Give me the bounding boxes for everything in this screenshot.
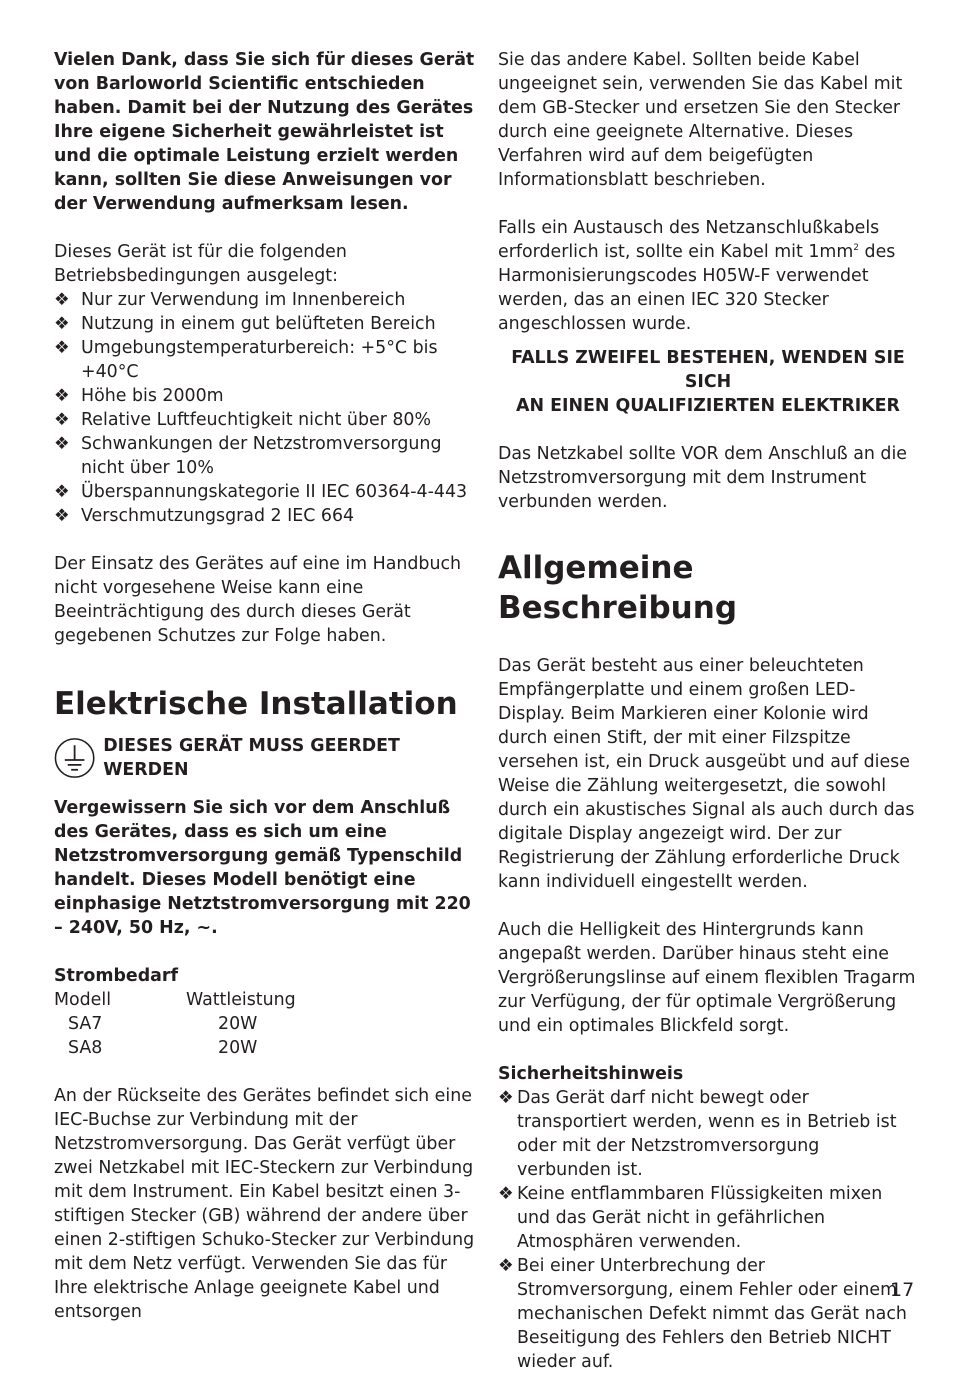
safety-list bbox=[498, 1086, 918, 1374]
heading-electrical-installation: Elektrische Installation bbox=[54, 686, 458, 722]
earth-ground-icon bbox=[54, 737, 95, 779]
condition-item bbox=[54, 384, 484, 408]
condition-item bbox=[54, 336, 484, 384]
condition-item bbox=[54, 288, 484, 312]
doubt-warning-line1: FALLS ZWEIFEL BESTEHEN, WENDEN SIE SICH bbox=[511, 348, 905, 392]
condition-item-text: Nutzung in einem gut belüfteten Bereich bbox=[81, 314, 436, 334]
safety-item bbox=[498, 1182, 918, 1254]
left-column bbox=[54, 48, 484, 1324]
doubt-warning-line2: AN EINEN QUALIFIZIERTEN ELEKTRIKER bbox=[516, 396, 900, 416]
condition-item-text: Umgebungstemperaturbereich: +5°C bis +40°C bbox=[81, 338, 438, 382]
safety-item bbox=[498, 1086, 918, 1182]
conditions-list bbox=[54, 288, 484, 528]
power-model: SA8 bbox=[68, 1038, 103, 1058]
bullet-icon: ❖ bbox=[54, 314, 70, 334]
intro-paragraph: Vielen Dank, dass Sie sich für dieses Gerät von Barloworld Scientific entschieden haben. Damit bei der Nutzung des Gerätes Ihre eigene Sicherheit gewährleistet ist und die optimale Leistung erzielt werden kann, sollten Sie diese Anweisungen vor der Verwendung aufmerksam lesen. bbox=[54, 50, 475, 214]
bullet-icon: ❖ bbox=[54, 506, 70, 526]
condition-item-text: Verschmutzungsgrad 2 IEC 664 bbox=[81, 506, 355, 526]
condition-item-text: Höhe bis 2000m bbox=[81, 386, 224, 406]
replace-cable-paragraph bbox=[498, 216, 918, 336]
condition-item-text: Relative Luftfeuchtigkeit nicht über 80% bbox=[81, 410, 432, 430]
bullet-icon: ❖ bbox=[498, 1088, 514, 1108]
right-column bbox=[498, 48, 918, 1374]
replace-superscript: 2 bbox=[853, 243, 860, 254]
bullet-icon: ❖ bbox=[54, 290, 70, 310]
general-paragraph-1: Das Gerät besteht aus einer beleuchteten Empfängerplatte und einem großen LED-Display. Beim Markieren einer Kolonie wird durch einen Stift, der mit einer Filzspitze versehen ist, ein Druck ausgeübt und auf diese Weise die Zählung weitergesetzt, die sowohl durch ein akustisches Signal als auch durch das digitale Display angezeigt wird. Der zur Registrierung der Zählung erforderliche Druck kann individuell eingestellt werden. bbox=[498, 656, 915, 892]
safety-heading: Sicherheitshinweis bbox=[498, 1064, 684, 1084]
condition-item-text: Schwankungen der Netzstromversorgung nicht über 10% bbox=[81, 434, 442, 478]
condition-item bbox=[54, 312, 484, 336]
bullet-icon: ❖ bbox=[54, 434, 70, 454]
condition-item bbox=[54, 408, 484, 432]
bullet-icon: ❖ bbox=[54, 482, 70, 502]
supply-paragraph: Vergewissern Sie sich vor dem Anschluß des Gerätes, dass es sich um eine Netzstromversorgung gemäß Typenschild handelt. Dieses Modell benötigt eine einphasige Netztstromversorgung mit 220 – 240V, 50 Hz, ~. bbox=[54, 798, 471, 938]
condition-item-text: Nur zur Verwendung im Innenbereich bbox=[81, 290, 406, 310]
power-watt: 20W bbox=[218, 1014, 258, 1034]
safety-item bbox=[498, 1254, 918, 1374]
bullet-icon: ❖ bbox=[54, 410, 70, 430]
safety-item-text: Bei einer Unterbrechung der Stromversorgung, einem Fehler oder einem mechanischen Defekt nimmt das Gerät nach Beseitigung des Fehlers den Betrieb NICHT wieder auf. bbox=[517, 1256, 907, 1372]
condition-item bbox=[54, 480, 484, 504]
replace-text-post: des Harmonisierungscodes H05W-F verwendet werden, das an einen IEC 320 Stecker angeschlossen wurde. bbox=[498, 242, 896, 334]
safety-item-text: Keine entflammbaren Flüssigkeiten mixen und das Gerät nicht in gefährlichen Atmosphären verwenden. bbox=[517, 1184, 883, 1252]
heading-general-description: Allgemeine Beschreibung bbox=[498, 550, 738, 626]
power-model: SA7 bbox=[68, 1014, 103, 1034]
power-col-watt: Wattleistung bbox=[186, 990, 296, 1010]
connect-paragraph: Das Netzkabel sollte VOR dem Anschluß an die Netzstromversorgung mit dem Instrument verbunden werden. bbox=[498, 444, 907, 512]
power-heading: Strombedarf bbox=[54, 966, 179, 986]
earth-warning-label: DIESES GERÄT MUSS GEERDET WERDEN bbox=[103, 736, 400, 780]
page-number: 17 bbox=[890, 1279, 915, 1301]
power-table bbox=[54, 988, 484, 1060]
general-paragraph-2: Auch die Helligkeit des Hintergrunds kann angepaßt werden. Darüber hinaus steht eine Vergrößerungslinse auf einem flexiblen Tragarm zur Verfügung, der für optimale Vergrößerung und ein optimales Blickfeld sorgt. bbox=[498, 920, 916, 1036]
replace-text-pre: Falls ein Austausch des Netzanschlußkabels erforderlich ist, sollte ein Kabel mit 1mm bbox=[498, 218, 880, 262]
bullet-icon: ❖ bbox=[498, 1256, 514, 1276]
cable-paragraph: An der Rückseite des Gerätes befindet sich eine IEC-Buchse zur Verbindung mit der Netzstromversorgung. Das Gerät verfügt über zwei Netzkabel mit IEC-Steckern zur Verbindung mit dem Instrument. Ein Kabel besitzt einen 3-stiftigen Stecker (GB) während der andere über einen 2-stiftigen Schuko-Stecker zur Verbindung mit dem Netz verfügt. Verwenden Sie das für Ihre elektrische Anlage geeignete Kabel und entsorgen bbox=[54, 1086, 475, 1322]
earth-warning bbox=[54, 734, 484, 782]
condition-item-text: Überspannungskategorie II IEC 60364-4-443 bbox=[81, 482, 468, 502]
misuse-paragraph: Der Einsatz des Gerätes auf eine im Handbuch nicht vorgesehene Weise kann eine Beeinträchtigung des durch dieses Gerät gegebenen Schutzes zur Folge haben. bbox=[54, 554, 462, 646]
bullet-icon: ❖ bbox=[498, 1184, 514, 1204]
bullet-icon: ❖ bbox=[54, 338, 70, 358]
cable-continued-paragraph: Sie das andere Kabel. Sollten beide Kabel ungeeignet sein, verwenden Sie das Kabel mit dem GB-Stecker und ersetzen Sie den Stecker durch eine geeignete Alternative. Dieses Verfahren wird auf dem beigefügten Informationsblatt beschrieben. bbox=[498, 50, 903, 190]
safety-item-text: Das Gerät darf nicht bewegt oder transportiert werden, wenn es in Betrieb ist oder mit der Netzstromversorgung verbunden ist. bbox=[517, 1088, 897, 1180]
power-col-model: Modell bbox=[54, 990, 112, 1010]
condition-item bbox=[54, 504, 484, 528]
condition-item bbox=[54, 432, 484, 480]
power-watt: 20W bbox=[218, 1038, 258, 1058]
doubt-warning bbox=[498, 346, 918, 418]
bullet-icon: ❖ bbox=[54, 386, 70, 406]
conditions-intro: Dieses Gerät ist für die folgenden Betriebsbedingungen ausgelegt: bbox=[54, 242, 347, 286]
